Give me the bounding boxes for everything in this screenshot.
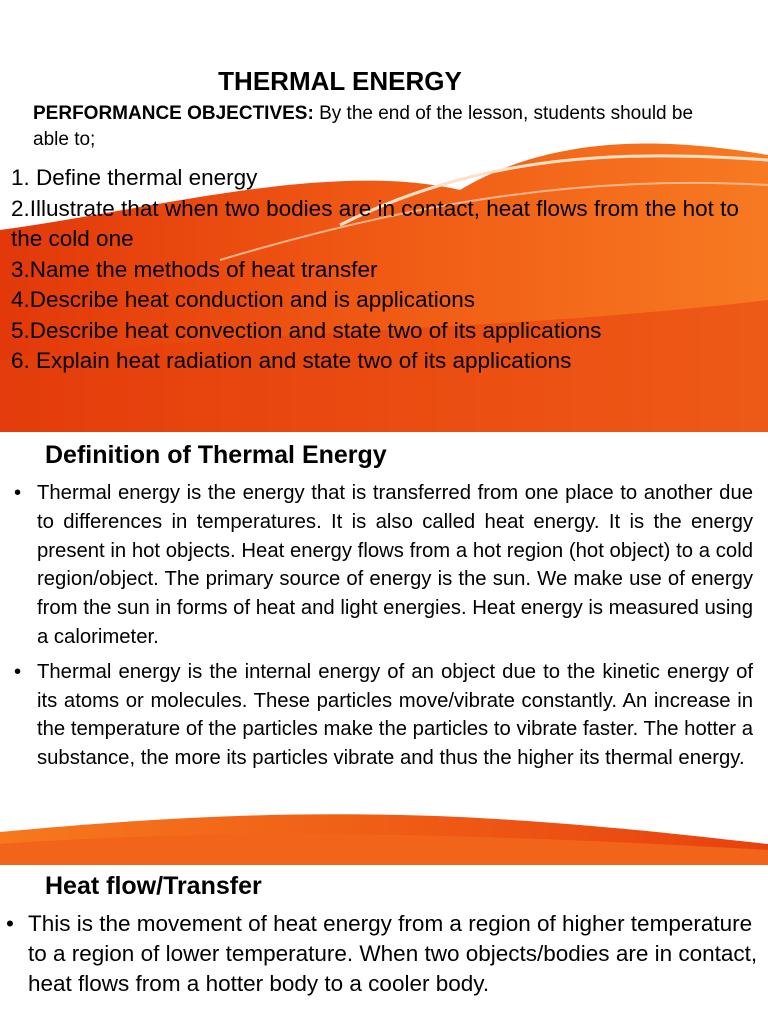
objective-item: 5.Describe heat convection and state two of its applications bbox=[11, 317, 602, 343]
bullet-text: Thermal energy is the internal energy of an object due to the kinetic energy of its atoms or molecules. These particles move/vibrate constantly. An increase in the temperature of the particles make the particles to vibrate faster. The hotter a substance, the more its particles vibrate and thus the higher its thermal energy. bbox=[37, 660, 753, 770]
objectives-list bbox=[11, 163, 751, 377]
objective-item: 6. Explain heat radiation and state two of its applications bbox=[11, 348, 572, 373]
section-heading: Heat flow/Transfer bbox=[45, 872, 262, 900]
objective-item: 4.Describe heat conduction and is applications bbox=[11, 287, 476, 312]
bullet-text: Thermal energy is the energy that is transferred from one place to another due to differences in temperatures. It is also called heat energy. It is the energy present in hot objects. Heat energy flows from a hot region (hot object) to a cold region/object. The primary source of energy is the sun. We make use of energy from the sun in forms of heat and light energies. Heat energy is measured using a calorimeter. bbox=[37, 482, 753, 648]
performance-label: PERFORMANCE OBJECTIVES: bbox=[33, 103, 314, 124]
list-item bbox=[6, 909, 758, 999]
slide-objectives bbox=[0, 0, 768, 432]
objective-item: 3.Name the methods of heat transfer bbox=[11, 256, 378, 282]
definition-bullets bbox=[14, 479, 753, 779]
page-title: THERMAL ENERGY bbox=[218, 66, 462, 96]
section-heading: Definition of Thermal Energy bbox=[45, 441, 387, 469]
slide-definition bbox=[0, 432, 768, 865]
list-item bbox=[14, 479, 753, 652]
heat-flow-bullets bbox=[6, 909, 758, 999]
slide-heat-flow bbox=[0, 865, 768, 1024]
bullet-text: This is the movement of heat energy from a region of higher temperature to a region of lower temperature. When two objects/bodies are in contact, heat flows from a hotter body to a cooler body. bbox=[28, 911, 758, 996]
performance-objectives bbox=[33, 101, 733, 153]
list-item bbox=[14, 658, 753, 773]
bullet-icon: • bbox=[14, 482, 22, 504]
bullet-icon: • bbox=[14, 660, 22, 683]
objective-item: 1. Define thermal energy bbox=[11, 165, 258, 190]
objective-item: 2.Illustrate that when two bodies are in contact, heat flows from the hot to the cold one bbox=[11, 195, 739, 251]
performance-text: By the end of the lesson, students should be able to; bbox=[33, 103, 694, 150]
bullet-icon: • bbox=[6, 911, 14, 936]
